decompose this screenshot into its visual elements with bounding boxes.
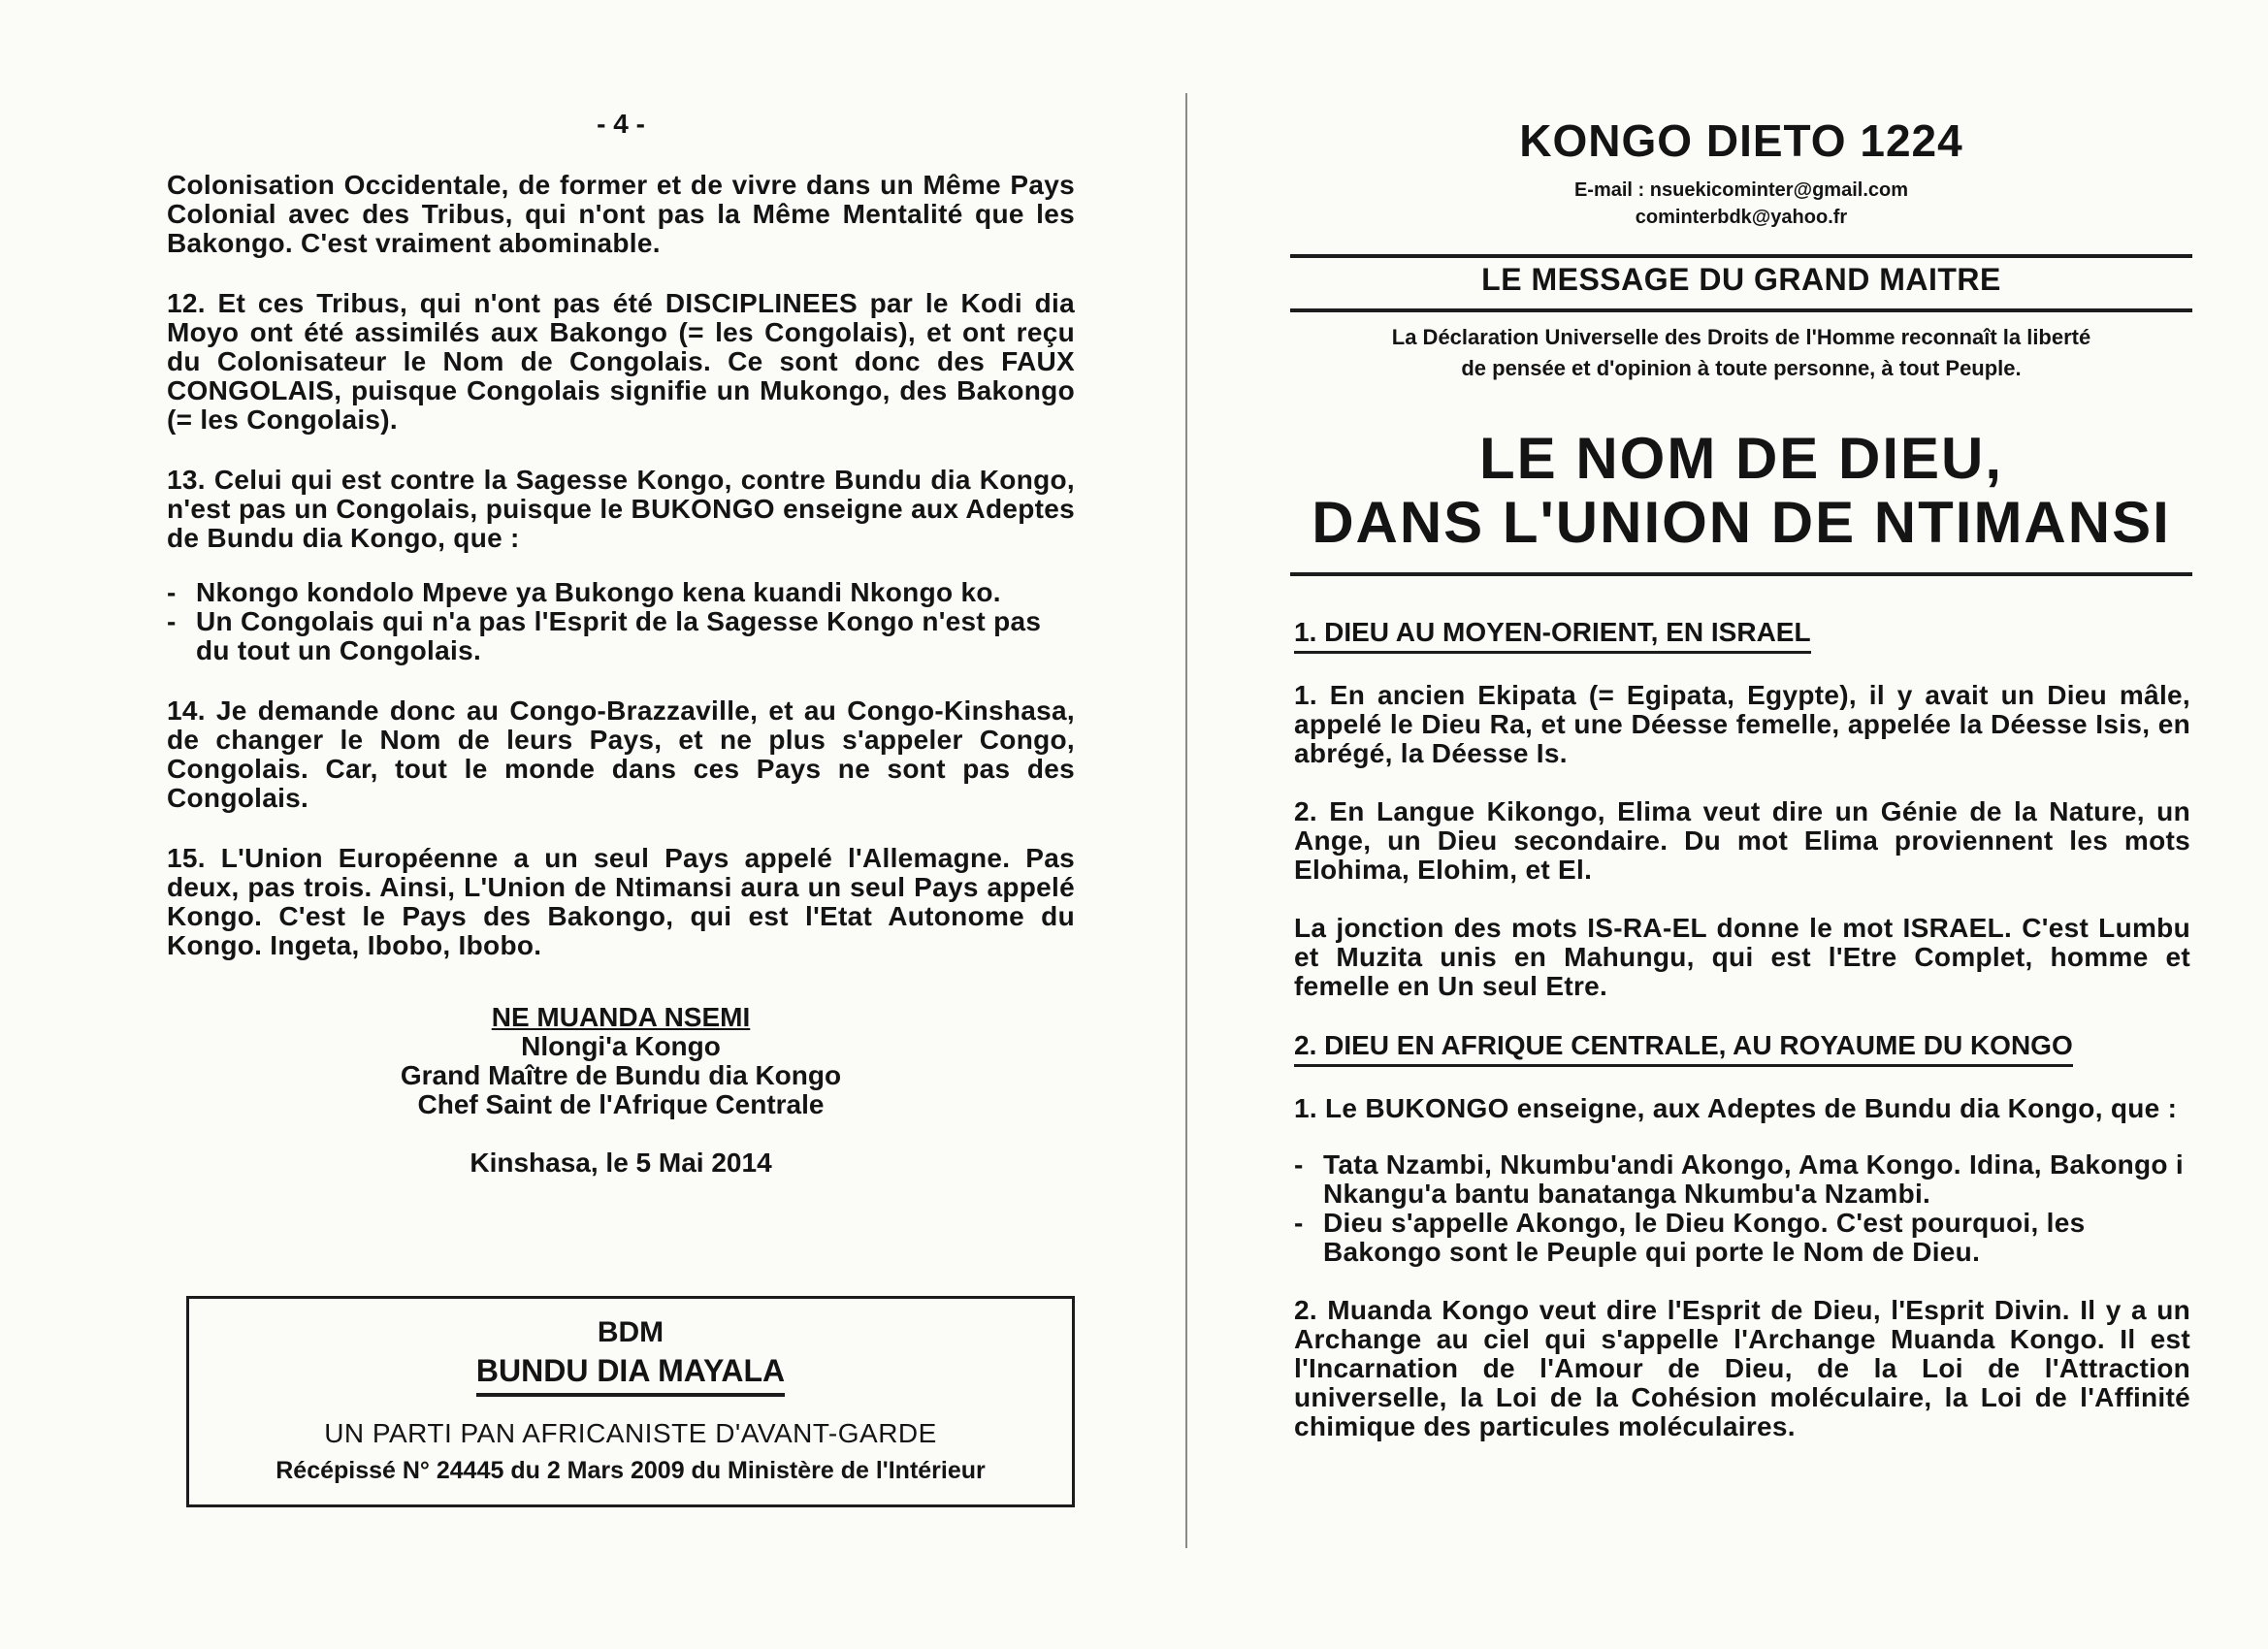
intro-line-1: La Déclaration Universelle des Droits de l'Homme reconnaît la liberté (1391, 325, 2091, 349)
title-line-1: LE NOM DE DIEU, (1478, 426, 2004, 491)
paragraph-15: 15. L'Union Européenne a un seul Pays appelé l'Allemagne. Pas deux, pas trois. Ainsi, L'Union de Ntimansi aura un seul Pays appelé Kongo. C'est le Pays des Bakongo, qui est l'Etat Autonome du Kongo. Ingeta, Ibobo, Ibobo. (167, 843, 1075, 960)
right-body (1294, 617, 2190, 1471)
paragraph-14: 14. Je demande donc au Congo-Brazzaville, et au Congo-Kinshasa, de changer le Nom de leurs Pays, et ne plus s'appeler Congo, Congolais. Car, tout le monde dans ces Pays ne sont pas des Congolais. (167, 695, 1075, 813)
signature-name: NE MUANDA NSEMI (491, 1002, 751, 1032)
signature-title-3: Chef Saint de l'Afrique Centrale (417, 1089, 825, 1119)
paragraph-s2-1: 1. Le BUKONGO enseigne, aux Adeptes de Bundu dia Kongo, que : (1294, 1093, 2178, 1123)
bullet-dash: - (167, 606, 177, 636)
bdm-abbreviation: BDM (597, 1316, 664, 1348)
paragraph-s1-3: La jonction des mots IS-RA-EL donne le mot ISRAEL. C'est Lumbu et Muzita unis en Mahungu, qui est l'Etre Complet, homme et femelle en Un seul Etre. (1294, 913, 2190, 1001)
section-heading: LE MESSAGE DU GRAND MAITRE (1481, 262, 2001, 297)
bullet-text: Tata Nzambi, Nkumbu'andi Akongo, Ama Kongo. Idina, Bakongo i Nkangu'a bantu banatanga Nkumbu'a Nzambi. (1323, 1149, 2184, 1209)
bullet-dash: - (167, 577, 177, 607)
intro-line-2: de pensée et d'opinion à toute personne, à tout Peuple. (1461, 356, 2022, 380)
bdm-tagline: UN PARTI PAN AFRICANISTE D'AVANT-GARDE (324, 1418, 937, 1448)
subheading-2: 2. DIEU EN AFRIQUE CENTRALE, AU ROYAUME DU KONGO (1294, 1030, 2073, 1067)
paragraph-12: 12. Et ces Tribus, qui n'ont pas été DISCIPLINEES par le Kodi dia Moyo ont été assimilés aux Bakongo (= les Congolais), et ont reçu du Colonisateur le Nom de Congolais. Ce sont donc des FAUX CONGOLAIS, puisque Congolais signifie un Mukongo, des Bakongo (= les Congolais). (167, 288, 1075, 435)
divider-rule (1290, 308, 2192, 312)
list-item (1294, 1209, 2190, 1267)
contact-info (1280, 177, 2202, 231)
paragraph-s2-2: 2. Muanda Kongo veut dire l'Esprit de Dieu, l'Esprit Divin. Il y a un Archange au ciel qui s'appelle l'Archange Muanda Kongo. Il est l'Incarnation de l'Amour de Dieu, de la Loi de l'Attraction universelle, la Loi de la Cohésion moléculaire, la Loi de l'Affinité chimique des particules moléculaires. (1294, 1295, 2190, 1441)
paragraph-s1-1: 1. En ancien Ekipata (= Egipata, Egypte), il y avait un Dieu mâle, appelé le Dieu Ra, et une Déesse femelle, appelée la Déesse Isis, en abrégé, la Déesse Is. (1294, 680, 2190, 768)
signature-date: Kinshasa, le 5 Mai 2014 (470, 1148, 772, 1178)
subheading-1: 1. DIEU AU MOYEN-ORIENT, EN ISRAEL (1294, 617, 1811, 654)
list-item (167, 607, 1075, 665)
email-line-1: E-mail : nsuekicominter@gmail.com (1573, 179, 1909, 201)
bullet-list (1294, 1150, 2190, 1267)
bullet-list (167, 578, 1075, 665)
divider-rule (1290, 254, 2192, 258)
bdm-receipt: Récépissé N° 24445 du 2 Mars 2009 du Ministère de l'Intérieur (275, 1457, 986, 1484)
intro-text (1280, 322, 2202, 384)
article-title (1280, 427, 2202, 555)
email-line-2: cominterbdk@yahoo.fr (1635, 207, 1848, 228)
left-body (167, 171, 1075, 991)
paragraph-s1-2: 2. En Langue Kikongo, Elima veut dire un Génie de la Nature, un Ange, un Dieu secondaire. Du mot Elima proviennent les mots Elohima, Elohim, et El. (1294, 796, 2190, 885)
title-underline (1290, 572, 2192, 576)
bdm-full-name: BUNDU DIA MAYALA (476, 1353, 785, 1397)
bdm-party-box (186, 1296, 1075, 1507)
bullet-text: Nkongo kondolo Mpeve ya Bukongo kena kuandi Nkongo ko. (196, 577, 1001, 607)
page-number: - 4 - (597, 109, 645, 139)
paragraph-continuation: Colonisation Occidentale, de former et de vivre dans un Même Pays Colonial avec des Tribus, qui n'ont pas la Même Mentalité que les Bakongo. C'est vraiment abominable. (167, 170, 1075, 258)
page-fold-divider (1185, 93, 1187, 1548)
list-item (167, 578, 1075, 607)
masthead: KONGO DIETO 1224 (1519, 115, 1963, 166)
title-line-2: DANS L'UNION DE NTIMANSI (1312, 490, 2171, 555)
signature-title-2: Grand Maître de Bundu dia Kongo (400, 1060, 842, 1090)
signature-block (155, 1003, 1086, 1178)
bullet-text: Un Congolais qui n'a pas l'Esprit de la Sagesse Kongo n'est pas du tout un Congolais. (196, 606, 1042, 665)
bullet-dash: - (1294, 1208, 1304, 1238)
paragraph-13: 13. Celui qui est contre la Sagesse Kongo, contre Bundu dia Kongo, n'est pas un Congolais, puisque le BUKONGO enseigne aux Adeptes de Bundu dia Kongo, que : (167, 465, 1075, 553)
bullet-text: Dieu s'appelle Akongo, le Dieu Kongo. C'est pourquoi, les Bakongo sont le Peuple qui porte le Nom de Dieu. (1323, 1208, 2086, 1267)
signature-title-1: Nlongi'a Kongo (521, 1031, 721, 1061)
bullet-dash: - (1294, 1149, 1304, 1180)
list-item (1294, 1150, 2190, 1209)
